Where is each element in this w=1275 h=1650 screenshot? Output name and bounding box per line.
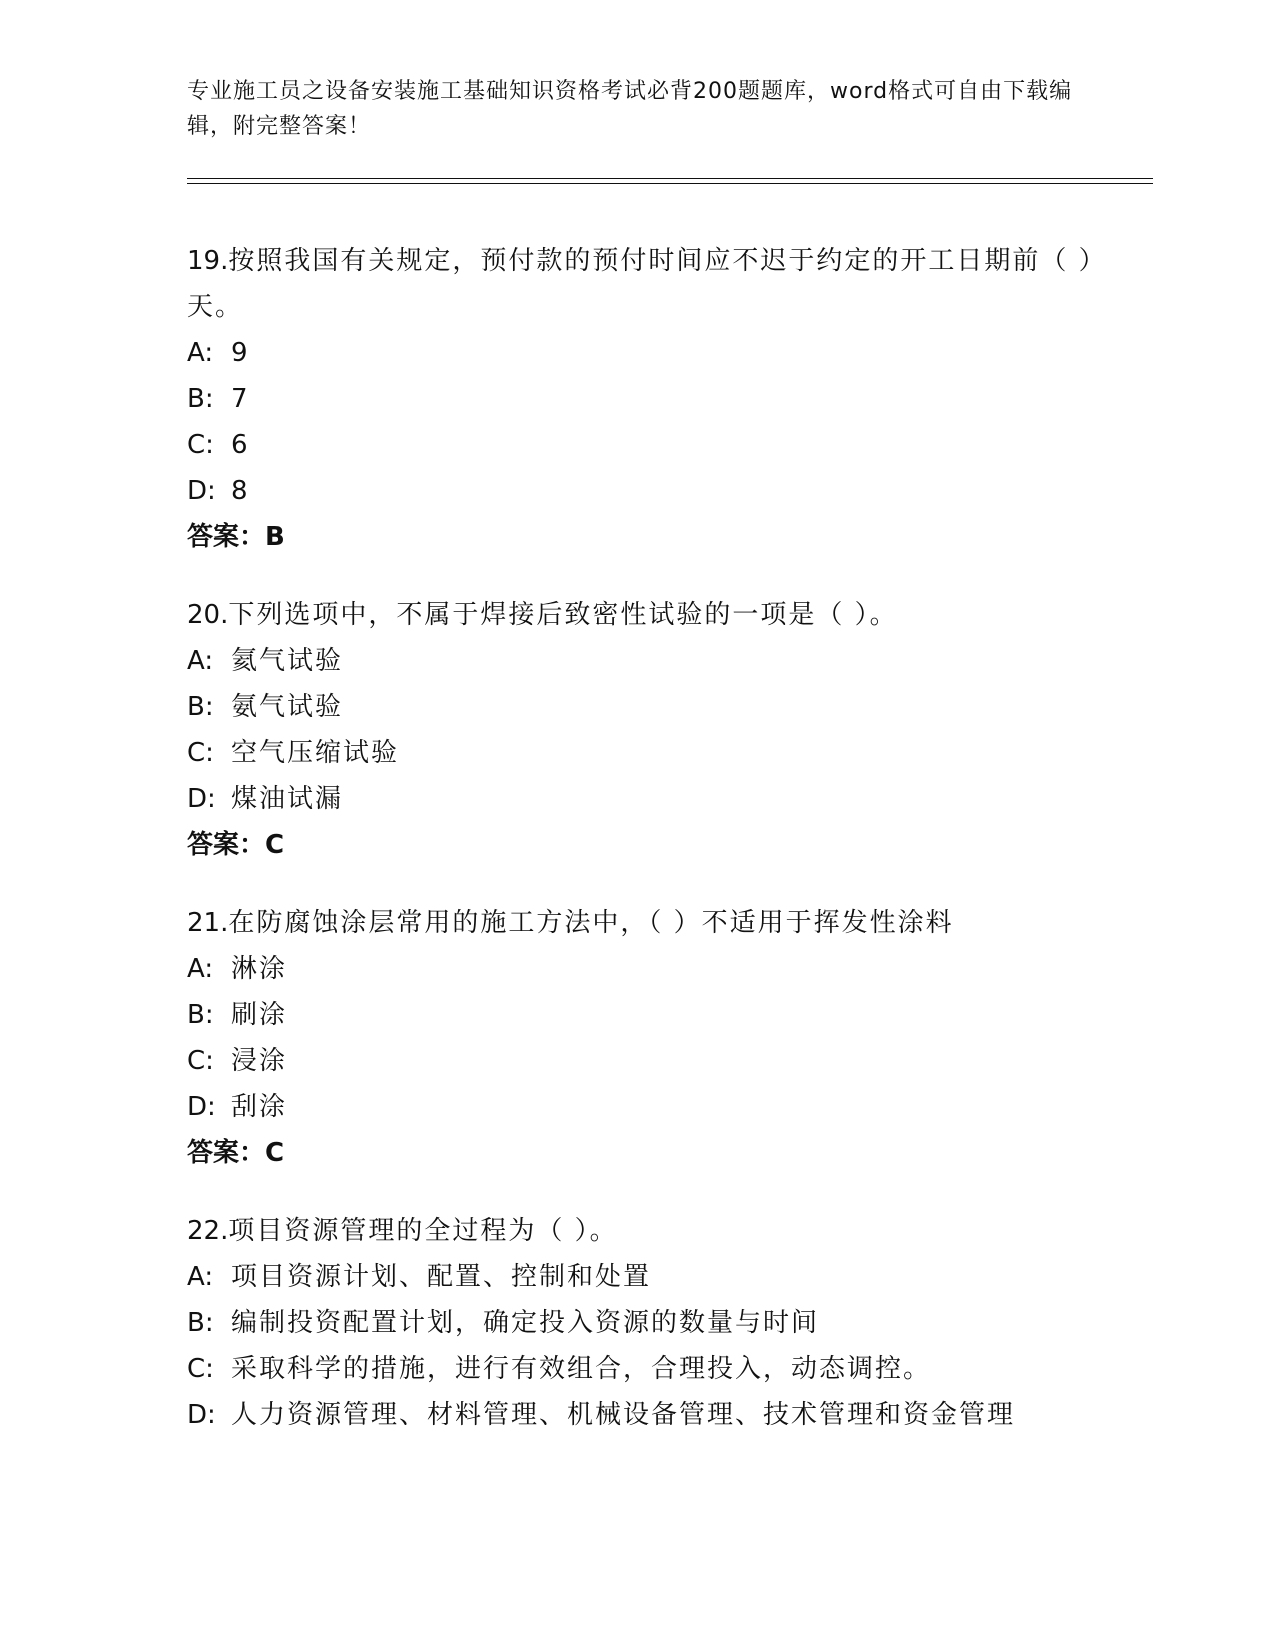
- option-key: D:: [187, 1092, 216, 1122]
- option-text: 采取科学的措施，进行有效组合，合理投入，动态调控。: [231, 1354, 932, 1384]
- question-number: 20.: [187, 600, 229, 630]
- option-key: B:: [187, 1000, 214, 1030]
- option-a: [187, 330, 1153, 376]
- answer-text: 答案：B: [187, 522, 285, 552]
- option-d: [187, 776, 1153, 822]
- question-21: [187, 900, 1153, 1176]
- option-text: 刷涂: [231, 1000, 288, 1030]
- question-stem: 在防腐蚀涂层常用的施工方法中，（ ）不适用于挥发性涂料: [228, 908, 954, 938]
- question-20: [187, 592, 1153, 868]
- option-a: [187, 946, 1153, 992]
- answer-text: 答案：C: [187, 830, 285, 860]
- option-text: 浸涂: [231, 1046, 288, 1076]
- option-key: C:: [187, 738, 214, 768]
- option-text: 编制投资配置计划，确定投入资源的数量与时间: [231, 1308, 820, 1338]
- document-header: 专业施工员之设备安装施工基础知识资格考试必背200题题库，word格式可自由下载编辑，附完整答案！: [187, 79, 1073, 139]
- question-text: [187, 1208, 1153, 1254]
- option-text: 7: [231, 384, 250, 414]
- option-c: [187, 730, 1153, 776]
- option-key: D:: [187, 1400, 216, 1430]
- option-key: C:: [187, 1354, 214, 1384]
- option-c: [187, 422, 1153, 468]
- question-text: [187, 238, 1153, 330]
- option-a: [187, 638, 1153, 684]
- option-key: A:: [187, 646, 214, 676]
- question-22: [187, 1208, 1153, 1438]
- option-text: 氦气试验: [231, 646, 344, 676]
- option-key: B:: [187, 384, 214, 414]
- question-stem: 按照我国有关规定，预付款的预付时间应不迟于约定的开工日期前（ ）天。: [187, 246, 1107, 322]
- question-number: 19.: [187, 246, 229, 276]
- option-c: [187, 1346, 1153, 1392]
- option-key: A:: [187, 338, 214, 368]
- option-text: 刮涂: [231, 1092, 288, 1122]
- option-b: [187, 1300, 1153, 1346]
- answer-text: 答案：C: [187, 1138, 285, 1168]
- option-text: 淋涂: [231, 954, 288, 984]
- question-text: [187, 900, 1153, 946]
- option-text: 项目资源计划、配置、控制和处置: [231, 1262, 652, 1292]
- option-text: 6: [231, 430, 250, 460]
- question-number: 21.: [187, 908, 229, 938]
- header-divider-top: [187, 178, 1153, 179]
- option-key: A:: [187, 1262, 214, 1292]
- question-19: [187, 238, 1153, 560]
- option-text: 8: [231, 476, 250, 506]
- option-d: [187, 468, 1153, 514]
- option-text: 9: [231, 338, 250, 368]
- option-text: 氨气试验: [231, 692, 344, 722]
- question-text: [187, 592, 1153, 638]
- option-key: C:: [187, 430, 214, 460]
- option-d: [187, 1392, 1153, 1438]
- option-b: [187, 992, 1153, 1038]
- option-key: A:: [187, 954, 214, 984]
- option-key: D:: [187, 476, 216, 506]
- header-divider-bottom: [187, 183, 1153, 184]
- question-stem: 下列选项中，不属于焊接后致密性试验的一项是（ ）。: [228, 600, 898, 630]
- option-c: [187, 1038, 1153, 1084]
- question-list: [187, 238, 1153, 1470]
- option-key: B:: [187, 1308, 214, 1338]
- option-key: C:: [187, 1046, 214, 1076]
- option-text: 煤油试漏: [231, 784, 344, 814]
- question-stem: 项目资源管理的全过程为（ ）。: [228, 1216, 618, 1246]
- option-text: 空气压缩试验: [231, 738, 400, 768]
- option-b: [187, 376, 1153, 422]
- option-key: D:: [187, 784, 216, 814]
- option-text: 人力资源管理、材料管理、机械设备管理、技术管理和资金管理: [231, 1400, 1016, 1430]
- option-key: B:: [187, 692, 214, 722]
- option-a: [187, 1254, 1153, 1300]
- option-d: [187, 1084, 1153, 1130]
- option-b: [187, 684, 1153, 730]
- question-number: 22.: [187, 1216, 229, 1246]
